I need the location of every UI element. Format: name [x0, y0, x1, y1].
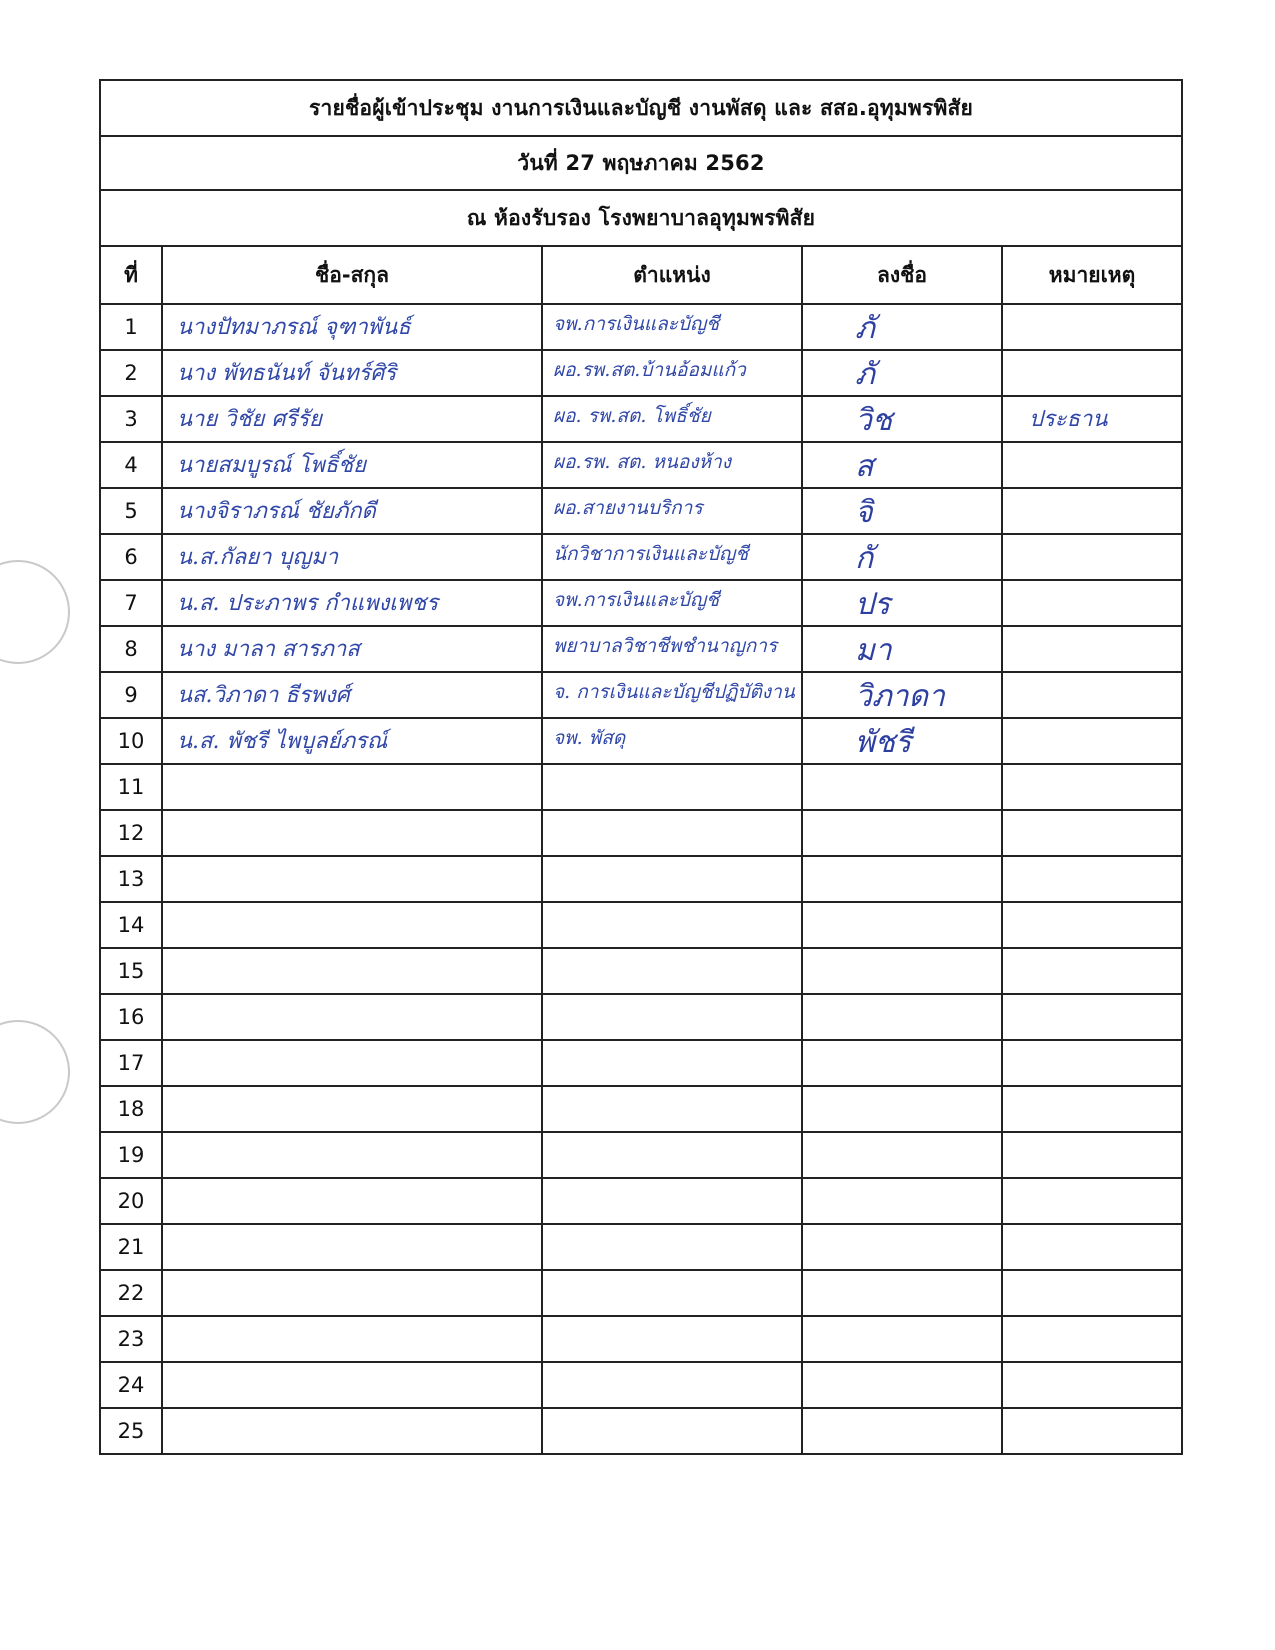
row-number: 5 [100, 488, 162, 534]
position-text: จพ.การเงินและบัญชี [553, 313, 720, 335]
row-number: 23 [100, 1316, 162, 1362]
position-cell [542, 1408, 802, 1454]
signature-cell [802, 304, 1002, 350]
remark-cell [1002, 672, 1182, 718]
row-number: 14 [100, 902, 162, 948]
position-cell [542, 534, 802, 580]
position-cell [542, 764, 802, 810]
row-number: 16 [100, 994, 162, 1040]
name-text: นางปัทมาภรณ์ จุฑาพันธ์ [177, 315, 411, 340]
position-cell [542, 948, 802, 994]
signature-cell [802, 1316, 1002, 1362]
signature-cell [802, 902, 1002, 948]
table-row [100, 764, 1182, 810]
table-row [100, 994, 1182, 1040]
position-text: ผอ.รพ. สต. หนองห้าง [553, 451, 732, 473]
row-number: 24 [100, 1362, 162, 1408]
position-text: พยาบาลวิชาชีพชำนาญการ [553, 635, 778, 657]
position-cell [542, 810, 802, 856]
remark-cell [1002, 396, 1182, 442]
name-cell [162, 304, 542, 350]
name-cell [162, 764, 542, 810]
signature-text: วิภาดา [855, 679, 945, 714]
name-cell [162, 1086, 542, 1132]
col-header-position: ตำแหน่ง [542, 246, 802, 304]
position-cell [542, 1178, 802, 1224]
name-cell [162, 1362, 542, 1408]
name-text: น.ส. พัชรี ไพบูลย์ภรณ์ [177, 729, 388, 754]
col-header-name: ชื่อ-สกุล [162, 246, 542, 304]
signature-cell [802, 534, 1002, 580]
col-header-remark: หมายเหตุ [1002, 246, 1182, 304]
row-number: 15 [100, 948, 162, 994]
date-row [100, 136, 1182, 190]
row-number: 3 [100, 396, 162, 442]
document-title: รายชื่อผู้เข้าประชุม งานการเงินและบัญชี งานพัสดุ และ สสอ.อุทุมพรพิสัย [100, 80, 1182, 136]
signature-cell [802, 672, 1002, 718]
row-number: 20 [100, 1178, 162, 1224]
name-text: นางจิราภรณ์ ชัยภักดี [177, 499, 376, 524]
position-text: จพ.การเงินและบัญชี [553, 589, 720, 611]
name-text: น.ส. ประภาพร กำแพงเพชร [177, 591, 439, 616]
remark-cell [1002, 994, 1182, 1040]
position-cell [542, 856, 802, 902]
remark-cell [1002, 1040, 1182, 1086]
signature-cell [802, 350, 1002, 396]
remark-cell [1002, 488, 1182, 534]
row-number: 1 [100, 304, 162, 350]
signature-cell [802, 626, 1002, 672]
row-number: 7 [100, 580, 162, 626]
name-cell [162, 718, 542, 764]
remark-cell [1002, 442, 1182, 488]
attendance-table [99, 79, 1183, 1455]
signature-text: ส [855, 449, 874, 484]
column-header-row [100, 246, 1182, 304]
table-row [100, 672, 1182, 718]
table-row [100, 810, 1182, 856]
position-text: ผอ.สายงานบริการ [553, 497, 703, 519]
remark-cell [1002, 856, 1182, 902]
name-cell [162, 902, 542, 948]
meeting-date: วันที่ 27 พฤษภาคม 2562 [100, 136, 1182, 190]
position-cell [542, 350, 802, 396]
col-header-signature: ลงชื่อ [802, 246, 1002, 304]
signature-text: พัชรี [855, 725, 912, 760]
signature-cell [802, 488, 1002, 534]
remark-cell [1002, 1178, 1182, 1224]
position-cell [542, 396, 802, 442]
table-row [100, 1086, 1182, 1132]
table-row [100, 1408, 1182, 1454]
name-cell [162, 350, 542, 396]
table-row [100, 350, 1182, 396]
name-cell [162, 626, 542, 672]
remark-cell [1002, 304, 1182, 350]
attendance-rows [100, 304, 1182, 1454]
row-number: 10 [100, 718, 162, 764]
remark-cell [1002, 1362, 1182, 1408]
row-number: 13 [100, 856, 162, 902]
name-cell [162, 396, 542, 442]
signature-text: วิช [855, 403, 893, 438]
name-cell [162, 580, 542, 626]
position-text: จพ. พัสดุ [553, 727, 626, 749]
name-text: นส.วิภาดา ธีรพงศ์ [177, 683, 350, 708]
name-cell [162, 1270, 542, 1316]
remark-cell [1002, 948, 1182, 994]
position-cell [542, 718, 802, 764]
row-number: 12 [100, 810, 162, 856]
punch-hole-bottom [0, 1020, 70, 1124]
table-row [100, 580, 1182, 626]
row-number: 25 [100, 1408, 162, 1454]
name-cell [162, 1408, 542, 1454]
table-row [100, 1270, 1182, 1316]
position-cell [542, 626, 802, 672]
position-cell [542, 1040, 802, 1086]
table-row [100, 396, 1182, 442]
name-text: น.ส.กัลยา บุญมา [177, 545, 339, 570]
remark-cell [1002, 1132, 1182, 1178]
table-row [100, 488, 1182, 534]
name-cell [162, 1178, 542, 1224]
table-row [100, 948, 1182, 994]
position-text: ผอ. รพ.สต. โพธิ์ชัย [553, 405, 711, 427]
position-text: ผอ.รพ.สต.บ้านอ้อมแก้ว [553, 359, 746, 381]
table-row [100, 718, 1182, 764]
name-cell [162, 994, 542, 1040]
signature-cell [802, 1408, 1002, 1454]
signature-cell [802, 1362, 1002, 1408]
position-cell [542, 672, 802, 718]
signature-text: จิ [855, 495, 873, 530]
position-cell [542, 994, 802, 1040]
table-row [100, 534, 1182, 580]
signature-cell [802, 1132, 1002, 1178]
title-row [100, 80, 1182, 136]
remark-text: ประธาน [1029, 407, 1108, 432]
signature-cell [802, 1086, 1002, 1132]
row-number: 8 [100, 626, 162, 672]
table-row [100, 856, 1182, 902]
name-cell [162, 442, 542, 488]
name-text: นาง มาลา สารภาส [177, 637, 360, 662]
signature-text: ภั [855, 311, 875, 346]
position-cell [542, 1132, 802, 1178]
remark-cell [1002, 718, 1182, 764]
remark-cell [1002, 1270, 1182, 1316]
position-cell [542, 580, 802, 626]
table-row [100, 1040, 1182, 1086]
position-cell [542, 1270, 802, 1316]
row-number: 9 [100, 672, 162, 718]
table-row [100, 304, 1182, 350]
remark-cell [1002, 534, 1182, 580]
name-cell [162, 810, 542, 856]
position-cell [542, 304, 802, 350]
signature-cell [802, 948, 1002, 994]
row-number: 2 [100, 350, 162, 396]
name-cell [162, 1224, 542, 1270]
position-cell [542, 1316, 802, 1362]
signature-cell [802, 396, 1002, 442]
signature-cell [802, 718, 1002, 764]
col-header-number: ที่ [100, 246, 162, 304]
table-row [100, 1132, 1182, 1178]
signature-cell [802, 856, 1002, 902]
signature-cell [802, 764, 1002, 810]
remark-cell [1002, 1086, 1182, 1132]
row-number: 22 [100, 1270, 162, 1316]
name-cell [162, 948, 542, 994]
row-number: 19 [100, 1132, 162, 1178]
name-cell [162, 1316, 542, 1362]
remark-cell [1002, 810, 1182, 856]
name-cell [162, 488, 542, 534]
location-row [100, 190, 1182, 246]
position-cell [542, 1086, 802, 1132]
remark-cell [1002, 902, 1182, 948]
signature-cell [802, 1224, 1002, 1270]
signature-cell [802, 580, 1002, 626]
row-number: 4 [100, 442, 162, 488]
signature-cell [802, 810, 1002, 856]
remark-cell [1002, 580, 1182, 626]
remark-cell [1002, 1408, 1182, 1454]
table-row [100, 1224, 1182, 1270]
remark-cell [1002, 1316, 1182, 1362]
table-row [100, 1316, 1182, 1362]
table-row [100, 1178, 1182, 1224]
name-text: นาง พัทธนันท์ จันทร์ศิริ [177, 361, 397, 386]
signature-text: กั [855, 541, 874, 576]
position-cell [542, 1224, 802, 1270]
punch-hole-top [0, 560, 70, 664]
position-text: จ. การเงินและบัญชีปฏิบัติงาน [553, 681, 795, 703]
signature-text: มา [855, 633, 892, 668]
signature-cell [802, 994, 1002, 1040]
name-cell [162, 672, 542, 718]
name-cell [162, 1040, 542, 1086]
row-number: 17 [100, 1040, 162, 1086]
name-cell [162, 856, 542, 902]
position-cell [542, 902, 802, 948]
table-row [100, 1362, 1182, 1408]
row-number: 11 [100, 764, 162, 810]
position-cell [542, 1362, 802, 1408]
signature-text: ภั [855, 357, 875, 392]
position-cell [542, 442, 802, 488]
signature-cell [802, 1178, 1002, 1224]
name-text: นายสมบูรณ์ โพธิ์ชัย [177, 453, 366, 478]
remark-cell [1002, 1224, 1182, 1270]
name-text: นาย วิชัย ศรีรัย [177, 407, 322, 432]
row-number: 6 [100, 534, 162, 580]
remark-cell [1002, 764, 1182, 810]
remark-cell [1002, 350, 1182, 396]
position-text: นักวิชาการเงินและบัญชี [553, 543, 749, 565]
name-cell [162, 534, 542, 580]
remark-cell [1002, 626, 1182, 672]
position-cell [542, 488, 802, 534]
table-row [100, 442, 1182, 488]
signature-cell [802, 1040, 1002, 1086]
name-cell [162, 1132, 542, 1178]
meeting-location: ณ ห้องรับรอง โรงพยาบาลอุทุมพรพิสัย [100, 190, 1182, 246]
row-number: 18 [100, 1086, 162, 1132]
table-row [100, 902, 1182, 948]
signature-cell [802, 1270, 1002, 1316]
table-row [100, 626, 1182, 672]
row-number: 21 [100, 1224, 162, 1270]
signature-cell [802, 442, 1002, 488]
signature-text: ปร [855, 587, 891, 622]
